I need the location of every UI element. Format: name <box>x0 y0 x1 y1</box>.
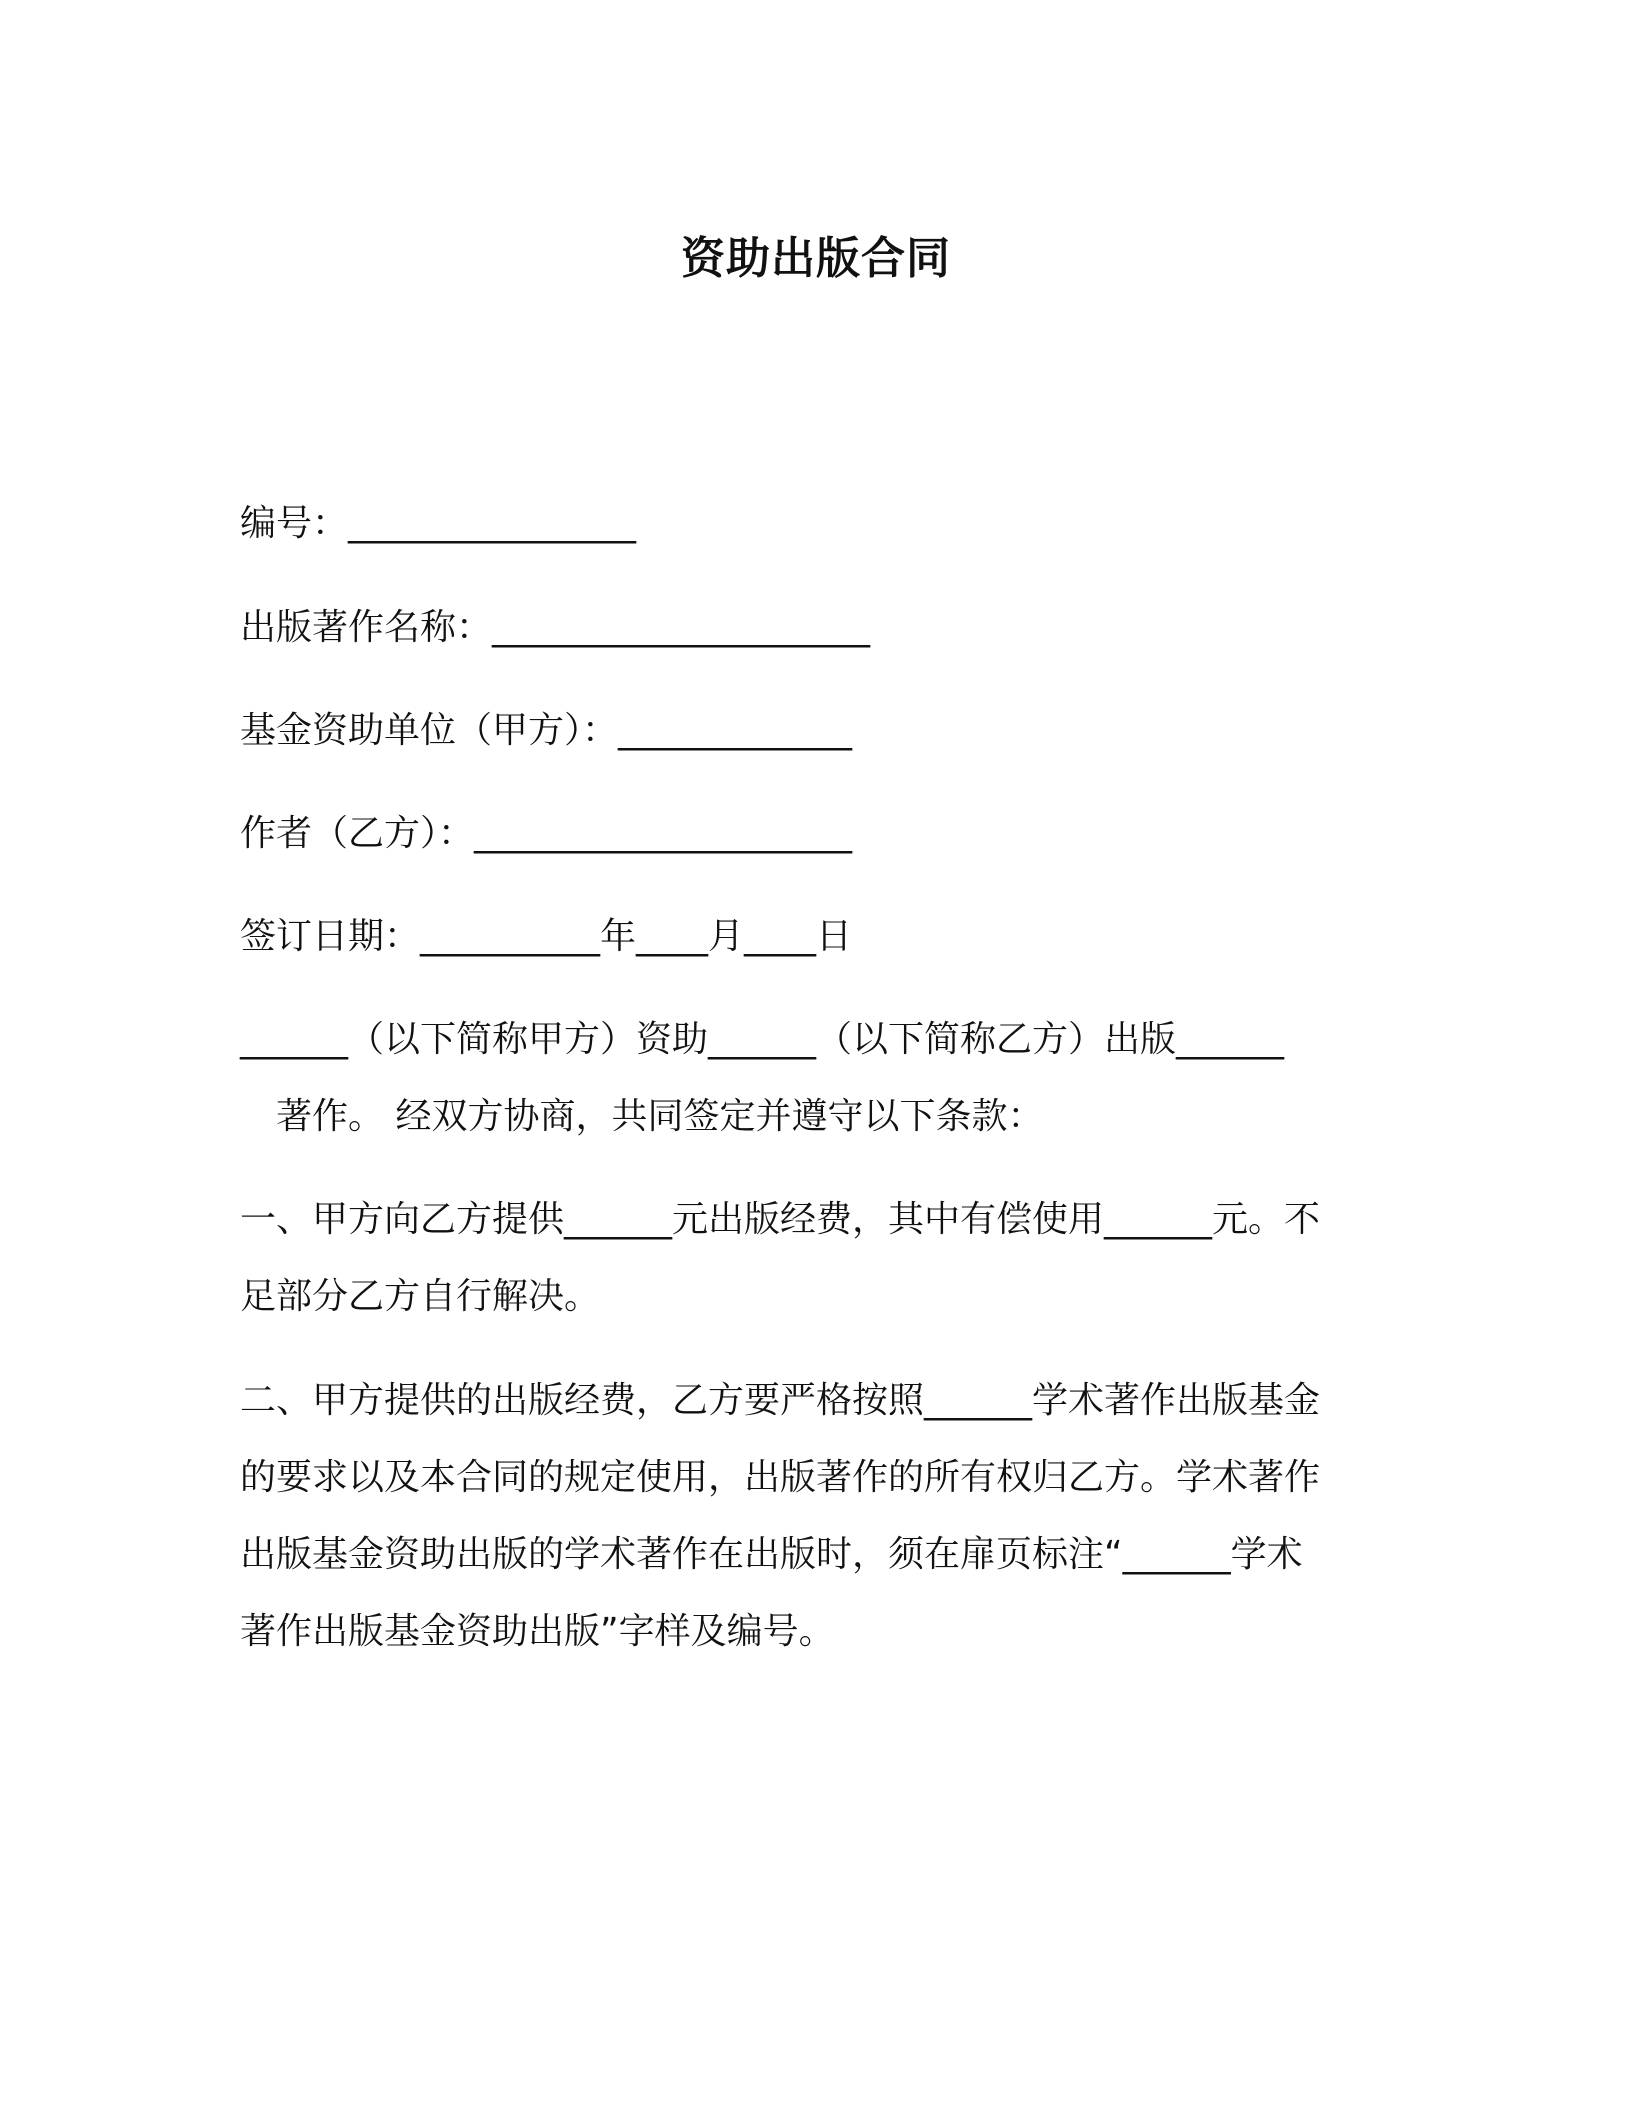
clause-line: 出版基金资助出版的学术著作在出版时，须在扉页标注“______学术 <box>240 1534 1303 1575</box>
intro-line: ______（以下简称甲方）资助______（以下简称乙方）出版______ <box>240 1019 1285 1060</box>
clause-line: 著作出版基金资助出版”字样及编号。 <box>240 1611 835 1652</box>
document-title: 资助出版合同 <box>681 233 951 284</box>
sign-date-field: 签订日期：__________年____月____日 <box>240 916 853 957</box>
work-name-field: 出版著作名称：_____________________ <box>240 607 871 648</box>
contract-number-field: 编号：________________ <box>240 503 637 544</box>
clause-line: 足部分乙方自行解决。 <box>240 1276 601 1317</box>
clause-1-paragraph <box>240 1181 1400 1335</box>
clause-line: 一、甲方向乙方提供______元出版经费，其中有偿使用______元。不 <box>240 1199 1321 1240</box>
intro-paragraph <box>240 1001 1400 1155</box>
clause-2-paragraph <box>240 1362 1400 1670</box>
intro-line: 著作。 经双方协商，共同签定并遵守以下条款： <box>276 1096 1044 1137</box>
author-field: 作者（乙方）：_____________________ <box>240 813 853 854</box>
clause-line: 二、甲方提供的出版经费，乙方要严格按照______学术著作出版基金 <box>240 1380 1321 1421</box>
funder-field: 基金资助单位（甲方）：_____________ <box>240 710 853 751</box>
clause-line: 的要求以及本合同的规定使用，出版著作的所有权归乙方。学术著作 <box>240 1457 1321 1498</box>
